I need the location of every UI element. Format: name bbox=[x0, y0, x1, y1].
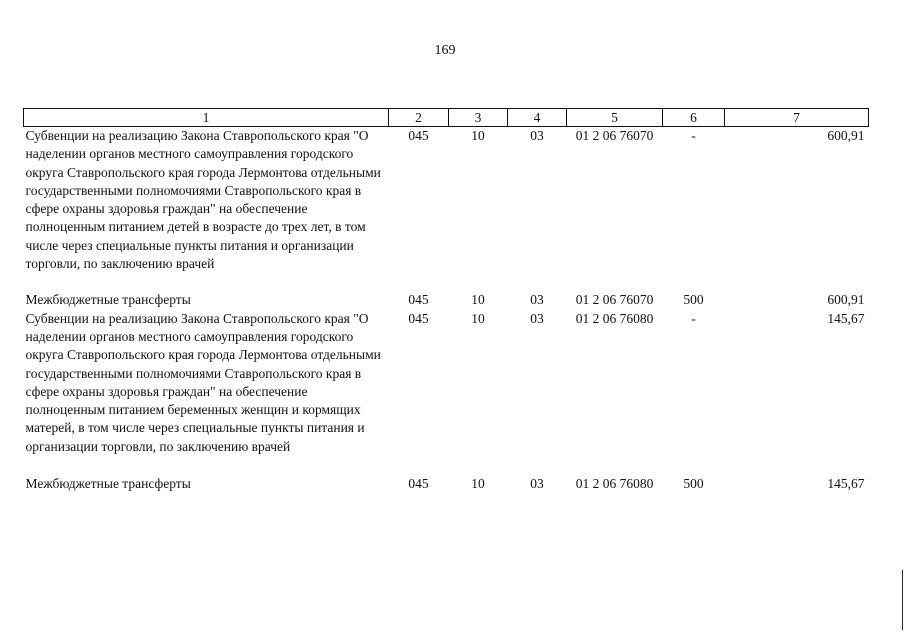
header-col-4: 4 bbox=[508, 109, 567, 127]
row-col-6: 500 bbox=[683, 476, 704, 492]
row-col-7: 600,91 bbox=[827, 292, 865, 308]
row-col-7: 145,67 bbox=[827, 310, 865, 326]
header-col-7: 7 bbox=[725, 109, 869, 127]
row-col-4: 03 bbox=[530, 128, 544, 143]
scan-edge-line bbox=[902, 570, 903, 630]
row-name: Субвенции на реализацию Закона Ставропольского края "О наделении органов местного самоуправления городского округа Ставропольского края города Лермонтова отдельными государственными полномочиями Ставропольского края в сфере охраны здоровья граждан" на обеспечение полноценным питанием беременных женщин и кормящих матерей, в том числе через специальные пункты питания и организации торговли, по заключению врачей bbox=[25, 310, 381, 454]
row-col-5: 01 2 06 76070 bbox=[575, 128, 654, 143]
header-col-3: 3 bbox=[449, 109, 508, 127]
row-name: Межбюджетные трансферты bbox=[25, 292, 191, 308]
row-col-4: 03 bbox=[530, 310, 544, 326]
row-col-3: 10 bbox=[471, 128, 485, 143]
row-col-6: - bbox=[691, 310, 696, 326]
row-name: Субвенции на реализацию Закона Ставропольского края "О наделении органов местного самоуправления городского округа Ставропольского края города Лермонтова отдельными государственными полномочиями Ставропольского края в сфере охраны здоровья граждан" на обеспечение полноценным питанием детей в возрасте до трех лет, в том числе через специальные пункты питания и организации торговли, по заключению врачей bbox=[25, 128, 381, 272]
row-col-4: 03 bbox=[530, 292, 544, 308]
row-name: Межбюджетные трансферты bbox=[25, 476, 191, 492]
table-header-row bbox=[24, 109, 869, 127]
row-col-6: 500 bbox=[683, 292, 704, 308]
table-row bbox=[24, 127, 869, 292]
row-col-3: 10 bbox=[471, 476, 485, 492]
header-col-6: 6 bbox=[663, 109, 725, 127]
row-col-5: 01 2 06 76070 bbox=[575, 292, 654, 308]
row-col-3: 10 bbox=[471, 310, 485, 326]
page-number: 169 bbox=[434, 43, 456, 58]
row-col-2: 045 bbox=[408, 310, 429, 326]
header-col-2: 2 bbox=[389, 109, 449, 127]
row-col-4: 03 bbox=[530, 476, 544, 492]
row-col-7: 145,67 bbox=[827, 476, 865, 492]
row-col-7: 600,91 bbox=[827, 128, 865, 143]
table-row bbox=[24, 475, 869, 493]
header-col-5: 5 bbox=[567, 109, 663, 127]
table-row bbox=[24, 291, 869, 309]
table-row bbox=[24, 310, 869, 475]
row-col-2: 045 bbox=[408, 476, 429, 492]
row-col-3: 10 bbox=[471, 292, 485, 308]
row-col-2: 045 bbox=[408, 128, 429, 143]
row-col-5: 01 2 06 76080 bbox=[575, 310, 654, 326]
row-col-2: 045 bbox=[408, 292, 429, 308]
header-col-1: 1 bbox=[24, 109, 389, 127]
row-col-6: - bbox=[691, 128, 696, 143]
row-col-5: 01 2 06 76080 bbox=[575, 476, 654, 492]
budget-table bbox=[23, 108, 869, 493]
